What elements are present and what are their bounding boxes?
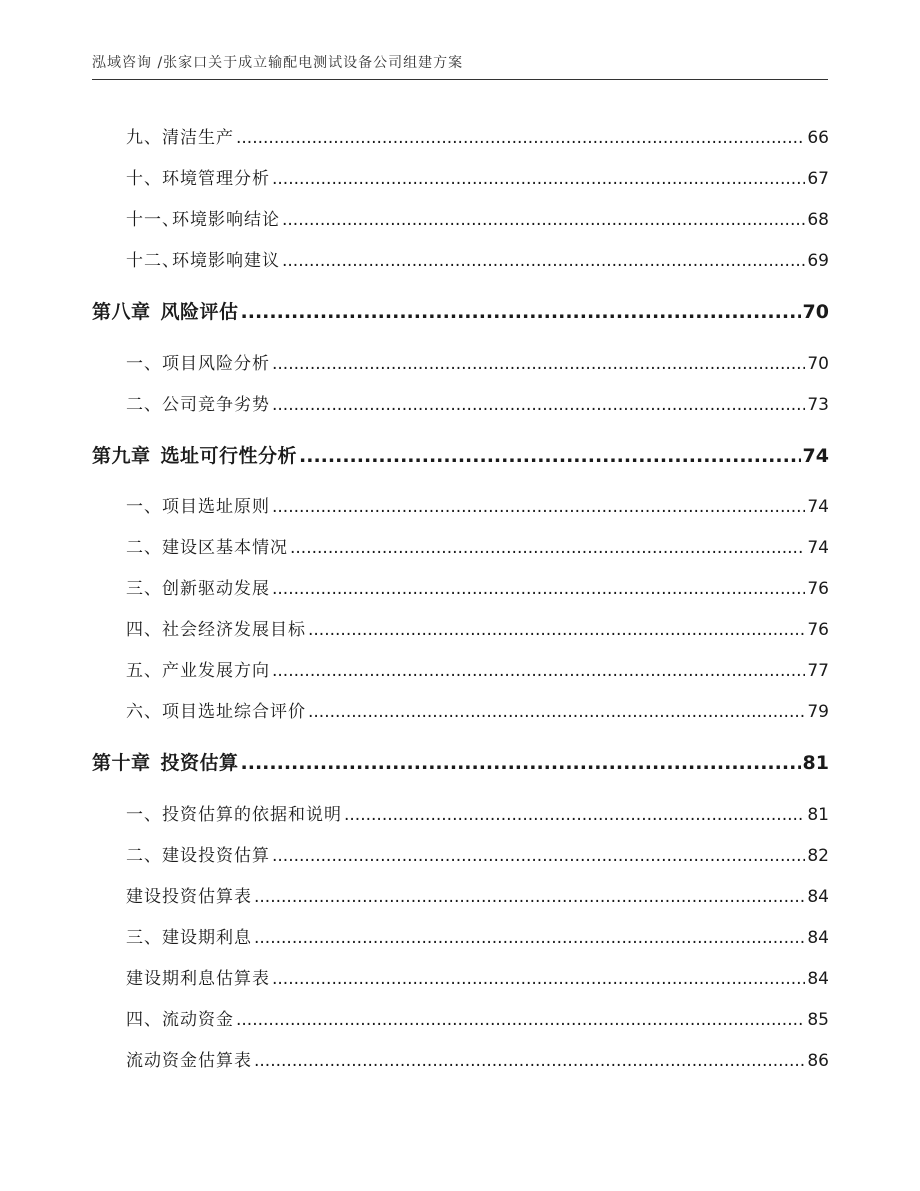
- toc-entry-number: 四、: [126, 1010, 162, 1030]
- toc-entry-page: 73: [807, 395, 829, 415]
- toc-chapter-title: 风险评估: [160, 301, 239, 323]
- toc-entry-page: 79: [807, 702, 829, 722]
- toc-entry-title: 流动资金: [162, 1010, 234, 1030]
- toc-entry-page: 70: [807, 354, 829, 374]
- toc-table-entry[interactable]: [126, 882, 829, 907]
- toc-entry-number: 九、: [126, 128, 162, 148]
- toc-dot-leader: [254, 887, 805, 907]
- toc-entry-page: 68: [807, 210, 829, 230]
- toc-dot-leader: [272, 661, 805, 681]
- toc-entry-page: 76: [807, 620, 829, 640]
- toc-entry[interactable]: [126, 841, 829, 866]
- toc-entry-page: 85: [807, 1010, 829, 1030]
- toc-dot-leader: [272, 497, 805, 517]
- toc-dot-leader: [308, 702, 805, 722]
- toc-entry-title: 建设投资估算: [162, 846, 270, 866]
- toc-dot-leader: [290, 538, 805, 558]
- toc-entry[interactable]: [126, 246, 829, 271]
- toc-entry-number: 十、: [126, 169, 162, 189]
- toc-chapter-number: 第九章: [92, 445, 151, 467]
- toc-entry-title: 建设期利息: [162, 928, 252, 948]
- toc-dot-leader: [272, 169, 805, 189]
- toc-dot-leader: [282, 251, 805, 271]
- toc-entry-title: 建设区基本情况: [162, 538, 288, 558]
- toc-dot-leader: [254, 1051, 805, 1071]
- toc-entry-page: 66: [807, 128, 829, 148]
- toc-entry-page: 86: [807, 1051, 829, 1071]
- toc-entry-page: 82: [807, 846, 829, 866]
- toc-entry-number: 六、: [126, 702, 162, 722]
- running-header: 泓域咨询 /张家口关于成立输配电测试设备公司组建方案: [92, 55, 464, 71]
- toc-entry-number: 十二、: [126, 251, 180, 271]
- toc-dot-leader: [272, 395, 805, 415]
- toc-chapter-page: 81: [802, 752, 829, 774]
- toc-entry-page: 74: [807, 538, 829, 558]
- toc-entry-number: 三、: [126, 928, 162, 948]
- toc-entry-title: 建设投资估算表: [126, 887, 252, 907]
- toc-entry-title: 社会经济发展目标: [162, 620, 306, 640]
- toc-entry-number: 一、: [126, 497, 162, 517]
- toc-table-entry[interactable]: [126, 964, 829, 989]
- toc-dot-leader: [272, 579, 805, 599]
- toc-entry[interactable]: [126, 1005, 829, 1030]
- toc-entry-title: 环境管理分析: [162, 169, 270, 189]
- toc-chapter-page: 70: [802, 301, 829, 323]
- toc-entry[interactable]: [126, 574, 829, 599]
- toc-entry-title: 产业发展方向: [162, 661, 270, 681]
- toc-entry-number: 四、: [126, 620, 162, 640]
- toc-entry-number: 二、: [126, 395, 162, 415]
- toc-entry-page: 81: [807, 805, 829, 825]
- toc-entry[interactable]: [126, 164, 829, 189]
- header-divider: [92, 79, 828, 80]
- toc-entry-number: 二、: [126, 846, 162, 866]
- toc-dot-leader: [344, 805, 805, 825]
- toc-chapter-title: 投资估算: [160, 752, 239, 774]
- toc-entry-title: 项目选址原则: [162, 497, 270, 517]
- toc-entry-title: 建设期利息估算表: [126, 969, 270, 989]
- toc-entry-page: 69: [807, 251, 829, 271]
- toc-entry-number: 一、: [126, 805, 162, 825]
- toc-chapter-page: 74: [802, 445, 829, 467]
- toc-dot-leader: [282, 210, 805, 230]
- toc-chapter-entry[interactable]: [92, 748, 829, 775]
- toc-dot-leader: [299, 445, 801, 467]
- toc-dot-leader: [241, 752, 801, 774]
- toc-entry-title: 流动资金估算表: [126, 1051, 252, 1071]
- toc-entry[interactable]: [126, 349, 829, 374]
- toc-entry[interactable]: [126, 800, 829, 825]
- toc-entry-title: 项目风险分析: [162, 354, 270, 374]
- toc-entry-title: 创新驱动发展: [162, 579, 270, 599]
- toc-entry-page: 84: [807, 969, 829, 989]
- toc-entry[interactable]: [126, 697, 829, 722]
- toc-entry-title: 环境影响结论: [172, 210, 280, 230]
- toc-entry[interactable]: [126, 923, 829, 948]
- toc-dot-leader: [272, 846, 805, 866]
- toc-entry[interactable]: [126, 205, 829, 230]
- toc-dot-leader: [241, 301, 801, 323]
- toc-entry-number: 一、: [126, 354, 162, 374]
- toc-entry-number: 三、: [126, 579, 162, 599]
- toc-entry-page: 84: [807, 887, 829, 907]
- toc-entry-title: 投资估算的依据和说明: [162, 805, 342, 825]
- toc-entry-page: 77: [807, 661, 829, 681]
- toc-entry-number: 五、: [126, 661, 162, 681]
- toc-entry-title: 环境影响建议: [172, 251, 280, 271]
- toc-dot-leader: [272, 969, 805, 989]
- toc-dot-leader: [308, 620, 805, 640]
- toc-dot-leader: [236, 1010, 805, 1030]
- toc-chapter-entry[interactable]: [92, 297, 829, 324]
- toc-table-entry[interactable]: [126, 1046, 829, 1071]
- toc-dot-leader: [236, 128, 805, 148]
- toc-chapter-number: 第八章: [92, 301, 151, 323]
- toc-entry-page: 76: [807, 579, 829, 599]
- toc-entry[interactable]: [126, 390, 829, 415]
- toc-entry[interactable]: [126, 656, 829, 681]
- toc-chapter-entry[interactable]: [92, 441, 829, 468]
- toc-chapter-title: 选址可行性分析: [160, 445, 298, 467]
- toc-dot-leader: [254, 928, 805, 948]
- toc-entry-page: 74: [807, 497, 829, 517]
- toc-entry-number: 二、: [126, 538, 162, 558]
- toc-entry-title: 清洁生产: [162, 128, 234, 148]
- toc-entry-number: 十一、: [126, 210, 180, 230]
- toc-chapter-number: 第十章: [92, 752, 151, 774]
- toc-entry-page: 84: [807, 928, 829, 948]
- toc-entry[interactable]: [126, 492, 829, 517]
- toc-entry[interactable]: [126, 533, 829, 558]
- toc-dot-leader: [272, 354, 805, 374]
- toc-entry-title: 项目选址综合评价: [162, 702, 306, 722]
- toc-entry[interactable]: [126, 123, 829, 148]
- toc-entry-page: 67: [807, 169, 829, 189]
- toc-entry[interactable]: [126, 615, 829, 640]
- toc-entry-title: 公司竞争劣势: [162, 395, 270, 415]
